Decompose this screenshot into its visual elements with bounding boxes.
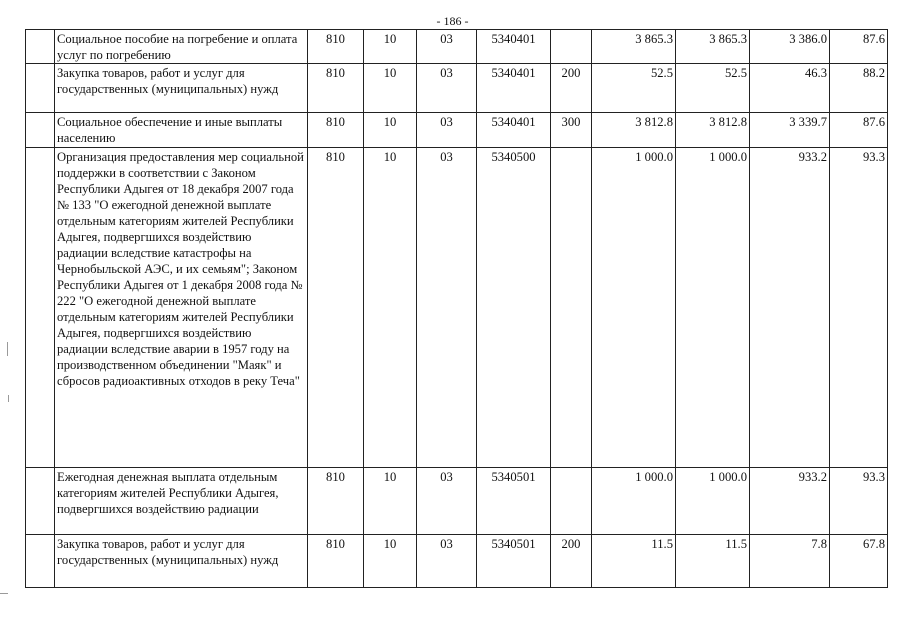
table-row xyxy=(26,64,888,113)
table-row xyxy=(26,148,888,468)
row-stub-cell xyxy=(26,535,55,588)
ministry-code-cell: 810 xyxy=(308,64,364,113)
ministry-code-cell: 810 xyxy=(308,468,364,535)
executed-cell: 3 386.0 xyxy=(750,30,830,64)
row-name-cell: Закупка товаров, работ и услуг для государственных (муниципальных) нужд xyxy=(55,535,308,588)
target-code-cell: 5340401 xyxy=(477,30,551,64)
row-name-cell: Ежегодная денежная выплата отдельным категориям жителей Республики Адыгея, подвергшихся воздействию радиации xyxy=(55,468,308,535)
scan-artifact-mark xyxy=(8,395,9,402)
expense-type-cell xyxy=(551,468,592,535)
section-code-cell: 10 xyxy=(364,148,417,468)
plan-cell: 3 865.3 xyxy=(592,30,676,64)
row-stub-cell xyxy=(26,30,55,64)
row-stub-cell xyxy=(26,468,55,535)
section-code-cell: 10 xyxy=(364,535,417,588)
row-name-cell: Социальное обеспечение и иные выплаты населению xyxy=(55,113,308,148)
table-row xyxy=(26,30,888,64)
subsection-code-cell: 03 xyxy=(417,148,477,468)
refined-plan-cell: 3 812.8 xyxy=(676,113,750,148)
refined-plan-cell: 1 000.0 xyxy=(676,148,750,468)
expense-type-cell: 300 xyxy=(551,113,592,148)
table-row xyxy=(26,535,888,588)
percent-cell: 67.8 xyxy=(830,535,888,588)
row-stub-cell xyxy=(26,148,55,468)
plan-cell: 1 000.0 xyxy=(592,148,676,468)
section-code-cell: 10 xyxy=(364,468,417,535)
ministry-code-cell: 810 xyxy=(308,535,364,588)
subsection-code-cell: 03 xyxy=(417,30,477,64)
row-name-cell: Закупка товаров, работ и услуг для государственных (муниципальных) нужд xyxy=(55,64,308,113)
target-code-cell: 5340401 xyxy=(477,64,551,113)
scan-artifact-mark xyxy=(7,342,8,356)
percent-cell: 88.2 xyxy=(830,64,888,113)
percent-cell: 87.6 xyxy=(830,113,888,148)
expense-type-cell xyxy=(551,148,592,468)
scan-artifact-mark xyxy=(0,593,8,594)
table-row xyxy=(26,468,888,535)
refined-plan-cell: 11.5 xyxy=(676,535,750,588)
executed-cell: 933.2 xyxy=(750,468,830,535)
subsection-code-cell: 03 xyxy=(417,468,477,535)
row-name-cell: Организация предоставления мер социальной поддержки в соответствии с Законом Республики Адыгея от 18 декабря 2007 года № 133 "О ежегодной денежной выплате отдельным категориям жителей Республики Адыгея, подвергшихся воздействию радиации вследствие катастрофы на Чернобыльской АЭС, и их семьям"; Законом Республики Адыгея от 1 декабря 2008 года № 222 "О ежегодной денежной выплате отдельным категориям жителей Республики Адыгея, подвергшихся воздействию радиации вследствие аварии в 1957 году на производственном объединении "Маяк" и сбросов радиоактивных отходов в реку Теча" xyxy=(55,148,308,468)
refined-plan-cell: 3 865.3 xyxy=(676,30,750,64)
executed-cell: 3 339.7 xyxy=(750,113,830,148)
row-stub-cell xyxy=(26,113,55,148)
row-stub-cell xyxy=(26,64,55,113)
ministry-code-cell: 810 xyxy=(308,148,364,468)
executed-cell: 933.2 xyxy=(750,148,830,468)
section-code-cell: 10 xyxy=(364,113,417,148)
percent-cell: 93.3 xyxy=(830,468,888,535)
ministry-code-cell: 810 xyxy=(308,113,364,148)
expense-type-cell xyxy=(551,30,592,64)
refined-plan-cell: 1 000.0 xyxy=(676,468,750,535)
executed-cell: 7.8 xyxy=(750,535,830,588)
row-name-cell: Социальное пособие на погребение и оплата услуг по погребению xyxy=(55,30,308,64)
target-code-cell: 5340501 xyxy=(477,468,551,535)
budget-table xyxy=(25,29,888,588)
ministry-code-cell: 810 xyxy=(308,30,364,64)
target-code-cell: 5340501 xyxy=(477,535,551,588)
plan-cell: 3 812.8 xyxy=(592,113,676,148)
expense-type-cell: 200 xyxy=(551,535,592,588)
expense-type-cell: 200 xyxy=(551,64,592,113)
subsection-code-cell: 03 xyxy=(417,535,477,588)
target-code-cell: 5340500 xyxy=(477,148,551,468)
percent-cell: 87.6 xyxy=(830,30,888,64)
target-code-cell: 5340401 xyxy=(477,113,551,148)
subsection-code-cell: 03 xyxy=(417,64,477,113)
refined-plan-cell: 52.5 xyxy=(676,64,750,113)
subsection-code-cell: 03 xyxy=(417,113,477,148)
page-number: - 186 - xyxy=(436,14,469,28)
section-code-cell: 10 xyxy=(364,30,417,64)
executed-cell: 46.3 xyxy=(750,64,830,113)
percent-cell: 93.3 xyxy=(830,148,888,468)
table-row xyxy=(26,113,888,148)
section-code-cell: 10 xyxy=(364,64,417,113)
plan-cell: 1 000.0 xyxy=(592,468,676,535)
plan-cell: 11.5 xyxy=(592,535,676,588)
plan-cell: 52.5 xyxy=(592,64,676,113)
